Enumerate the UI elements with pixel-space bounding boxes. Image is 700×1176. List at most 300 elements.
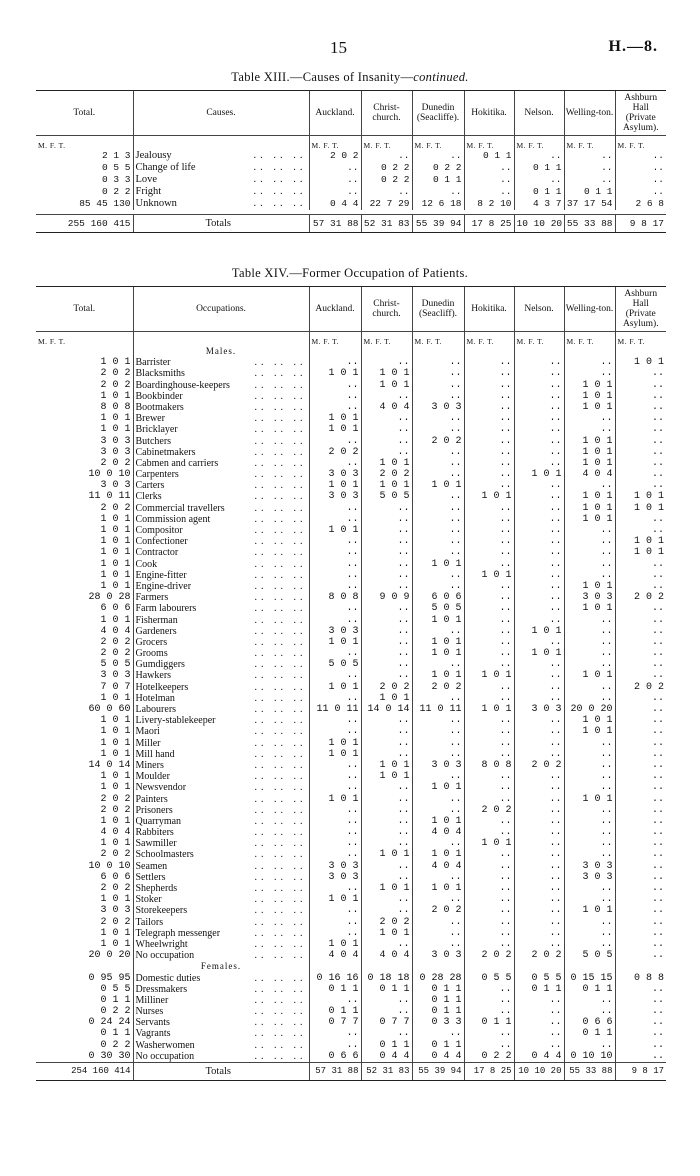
row-value: .. — [412, 626, 464, 637]
row-value: 3 0 3 — [564, 872, 615, 883]
row-value: .. — [464, 357, 514, 368]
table14-row — [36, 592, 666, 603]
row-total: 2 0 2 — [100, 636, 131, 648]
row-total: 1 0 1 — [100, 782, 131, 794]
row-value: .. — [412, 458, 464, 469]
row-value: 1 0 1 — [564, 514, 615, 525]
row-value: .. — [615, 894, 666, 905]
table14-row — [36, 670, 666, 681]
row-label-text: Fright — [135, 186, 162, 197]
row-value: 2 0 2 — [309, 150, 361, 162]
table14-females-section-blank — [361, 961, 412, 972]
row-value: .. — [464, 861, 514, 872]
row-label-text: Commercial travellers — [135, 502, 225, 514]
row-value: .. — [464, 872, 514, 883]
row-value: 3 0 3 — [564, 592, 615, 603]
table13-row — [36, 150, 666, 162]
row-value: .. — [309, 648, 361, 659]
leader-dots: .. .. .. — [254, 748, 307, 760]
table13-header-8: Ashburn Hall (Private Asylum). — [615, 91, 666, 136]
table14-row — [36, 1040, 666, 1051]
row-value: 3 0 3 — [564, 861, 615, 872]
row-label-text: Grooms — [135, 648, 168, 660]
row-label — [133, 894, 309, 905]
leader-dots: .. .. .. — [254, 558, 307, 570]
totals-value: 57 31 88 — [309, 215, 361, 233]
row-value: .. — [564, 838, 615, 849]
row-label-text: No occupation — [135, 950, 195, 962]
row-total: 1 0 1 — [100, 748, 131, 760]
row-total: 1 0 1 — [100, 838, 131, 850]
row-value: .. — [514, 357, 564, 368]
row-total: 1 0 1 — [100, 580, 131, 592]
row-value: 8 0 8 — [464, 760, 514, 771]
row-value: 1 0 1 — [564, 402, 615, 413]
row-value: 0 4 4 — [412, 1051, 464, 1063]
row-value: .. — [615, 615, 666, 626]
leader-dots: .. .. .. — [254, 536, 307, 548]
row-value: .. — [361, 424, 412, 435]
row-total: 0 2 2 — [101, 186, 131, 197]
leader-dots: .. .. .. — [254, 983, 307, 995]
table14-row — [36, 794, 666, 805]
row-value: 0 1 1 — [309, 1006, 361, 1017]
row-label-text: Washerwomen — [135, 1039, 195, 1051]
totals-label — [133, 215, 309, 233]
row-value: .. — [564, 150, 615, 162]
leader-dots: .. .. .. — [254, 771, 307, 783]
table14-row — [36, 682, 666, 693]
row-value: .. — [464, 402, 514, 413]
row-total: 10 0 10 — [88, 860, 131, 872]
row-value: 1 0 1 — [412, 637, 464, 648]
row-label — [133, 514, 309, 525]
table14-row — [36, 995, 666, 1006]
row-label — [133, 424, 309, 435]
totals-label-text: Totals — [205, 218, 232, 229]
table14-row — [36, 391, 666, 402]
row-label — [133, 816, 309, 827]
row-value: .. — [361, 637, 412, 648]
row-value: 3 0 3 — [309, 491, 361, 502]
table14-row — [36, 905, 666, 916]
row-value: .. — [464, 592, 514, 603]
leader-dots: .. .. .. — [253, 150, 307, 161]
row-value: 1 0 1 — [564, 670, 615, 681]
row-value: .. — [615, 648, 666, 659]
leader-dots: .. .. .. — [254, 737, 307, 749]
table13-row — [36, 174, 666, 186]
row-value: 4 0 4 — [412, 861, 464, 872]
row-value: .. — [514, 570, 564, 581]
table14-row — [36, 1051, 666, 1063]
row-value: .. — [564, 615, 615, 626]
row-total: 1 0 1 — [100, 894, 131, 906]
totals-value: 55 39 94 — [412, 1063, 464, 1081]
row-value: .. — [412, 894, 464, 905]
row-label — [133, 162, 309, 174]
table14-row — [36, 514, 666, 525]
row-total: 2 0 2 — [100, 804, 131, 816]
row-value: 1 0 1 — [361, 380, 412, 391]
row-label-text: Newsvendor — [135, 782, 187, 794]
row-value: .. — [412, 536, 464, 547]
row-value: 0 6 6 — [564, 1017, 615, 1028]
row-label-text: Gardeners — [135, 625, 177, 637]
row-value: 1 0 1 — [564, 503, 615, 514]
row-value: .. — [514, 1006, 564, 1017]
row-value: .. — [615, 693, 666, 704]
leader-dots: .. .. .. — [253, 186, 307, 197]
row-label — [133, 503, 309, 514]
table13-mft-cell: M. F. T. — [309, 136, 361, 151]
table14-males-section-blank — [361, 346, 412, 357]
row-value: 1 0 1 — [615, 536, 666, 547]
row-label — [133, 1028, 309, 1039]
row-value: 1 0 1 — [309, 525, 361, 536]
row-label — [133, 615, 309, 626]
row-value: 1 0 1 — [412, 615, 464, 626]
table14-header-7: Welling-ton. — [564, 287, 615, 332]
leader-dots: .. .. .. — [254, 793, 307, 805]
table14-females-section-blank — [615, 961, 666, 972]
row-value: .. — [361, 186, 412, 198]
row-label-text: Love — [135, 174, 158, 185]
row-value: .. — [514, 782, 564, 793]
row-label-text: Cabmen and carriers — [135, 457, 219, 469]
leader-dots: .. .. .. — [254, 659, 307, 671]
table14-row — [36, 413, 666, 424]
row-total: 85 45 130 — [79, 198, 131, 209]
row-value: .. — [564, 480, 615, 491]
totals-value: 10 10 20 — [514, 215, 564, 233]
row-value: 1 0 1 — [309, 794, 361, 805]
row-value: .. — [564, 928, 615, 939]
row-value: 6 0 6 — [412, 592, 464, 603]
row-label-text: Commission agent — [135, 513, 211, 525]
table14-row — [36, 950, 666, 961]
row-value: .. — [412, 150, 464, 162]
table14-mft-row — [36, 332, 666, 347]
row-value: 3 0 3 — [309, 469, 361, 480]
row-value: .. — [615, 469, 666, 480]
row-value: 0 1 1 — [309, 984, 361, 995]
row-value: 4 0 4 — [361, 950, 412, 961]
row-label-text: Farmers — [135, 592, 169, 604]
row-value: .. — [615, 760, 666, 771]
row-label-text: Schoolmasters — [135, 849, 194, 861]
row-label — [133, 648, 309, 659]
row-value: .. — [464, 637, 514, 648]
row-value: .. — [464, 849, 514, 860]
row-value: .. — [464, 503, 514, 514]
row-value: .. — [412, 726, 464, 737]
totals-total: 255 160 415 — [36, 215, 133, 233]
row-total: 2 0 2 — [100, 916, 131, 928]
row-value: 2 0 2 — [615, 682, 666, 693]
row-label — [133, 436, 309, 447]
row-value: .. — [309, 917, 361, 928]
row-label-text: Painters — [135, 793, 168, 805]
row-value: .. — [615, 670, 666, 681]
leader-dots: .. .. .. — [254, 401, 307, 413]
row-value: 0 4 4 — [361, 1051, 412, 1063]
row-label — [133, 559, 309, 570]
row-value: .. — [464, 424, 514, 435]
row-total: 1 0 1 — [100, 771, 131, 783]
table13-header-7: Welling-ton. — [564, 91, 615, 136]
row-label-text: Vagrants — [135, 1028, 171, 1040]
row-value: 1 0 1 — [564, 715, 615, 726]
row-value: 2 0 2 — [464, 805, 514, 816]
row-value: 1 0 1 — [514, 648, 564, 659]
row-value: .. — [361, 536, 412, 547]
leader-dots: .. .. .. — [254, 838, 307, 850]
leader-dots: .. .. .. — [254, 592, 307, 604]
row-value: .. — [361, 436, 412, 447]
table14-females-section-row — [36, 961, 666, 972]
row-label — [133, 682, 309, 693]
row-value: 0 1 1 — [412, 174, 464, 186]
table14-row — [36, 704, 666, 715]
row-value: .. — [514, 637, 564, 648]
row-value: .. — [514, 402, 564, 413]
row-value: .. — [309, 905, 361, 916]
table14-males-section-blank — [615, 346, 666, 357]
row-value: 0 15 15 — [564, 973, 615, 984]
row-total: 0 1 1 — [100, 1028, 131, 1040]
row-label — [133, 581, 309, 592]
row-value: .. — [412, 491, 464, 502]
row-value: .. — [464, 905, 514, 916]
row-value: 2 0 2 — [361, 469, 412, 480]
leader-dots: .. .. .. — [254, 715, 307, 727]
table14-row — [36, 1028, 666, 1039]
totals-value: 55 33 88 — [564, 215, 615, 233]
totals-value: 17 8 25 — [464, 215, 514, 233]
row-value: .. — [412, 391, 464, 402]
row-value: 0 28 28 — [412, 973, 464, 984]
row-value: .. — [514, 1028, 564, 1039]
row-total: 3 0 3 — [100, 446, 131, 458]
row-value: .. — [615, 1028, 666, 1039]
row-label — [133, 928, 309, 939]
row-total: 1 0 1 — [100, 614, 131, 626]
row-value: .. — [514, 525, 564, 536]
table14-row — [36, 760, 666, 771]
row-value: .. — [564, 659, 615, 670]
row-value: 1 0 1 — [564, 581, 615, 592]
row-value: 0 7 7 — [361, 1017, 412, 1028]
row-label-text: Gumdiggers — [135, 659, 185, 671]
row-value: .. — [361, 827, 412, 838]
row-value: 3 0 3 — [412, 950, 464, 961]
row-label — [133, 391, 309, 402]
row-total: 1 0 1 — [100, 938, 131, 950]
row-value: .. — [309, 162, 361, 174]
row-value: .. — [615, 872, 666, 883]
totals-value: 57 31 88 — [309, 1063, 361, 1081]
table14-males-section-blank — [412, 346, 464, 357]
leader-dots: .. .. .. — [254, 525, 307, 536]
table14-row — [36, 525, 666, 536]
row-value: .. — [309, 883, 361, 894]
row-value: .. — [615, 905, 666, 916]
totals-value: 9 8 17 — [615, 1063, 666, 1081]
row-value: .. — [514, 536, 564, 547]
row-label-text: Hotelman — [135, 692, 175, 704]
row-value: .. — [464, 368, 514, 379]
row-value: .. — [615, 1017, 666, 1028]
row-label-text: Bricklayer — [135, 424, 178, 436]
row-total: 1 0 1 — [100, 525, 131, 536]
leader-dots: .. .. .. — [254, 1050, 307, 1062]
leader-dots: .. .. .. — [254, 1039, 307, 1051]
row-value: .. — [361, 838, 412, 849]
row-value: .. — [615, 816, 666, 827]
leader-dots: .. .. .. — [254, 603, 307, 615]
row-label-text: Moulder — [135, 771, 170, 783]
row-value: .. — [309, 849, 361, 860]
row-value: 1 0 1 — [361, 771, 412, 782]
table13-mft-row — [36, 136, 666, 151]
row-value: .. — [564, 413, 615, 424]
table13-header-1: Causes. — [133, 91, 309, 136]
row-value: .. — [615, 738, 666, 749]
row-value: .. — [412, 469, 464, 480]
row-label — [133, 469, 309, 480]
row-value: .. — [514, 436, 564, 447]
row-value: .. — [309, 670, 361, 681]
row-value: .. — [309, 693, 361, 704]
row-total: 0 1 1 — [100, 994, 131, 1006]
table14-mft-cell: M. F. T. — [464, 332, 514, 347]
row-value: 0 4 4 — [514, 1051, 564, 1063]
row-value: 1 0 1 — [564, 794, 615, 805]
row-label-text: Brewer — [135, 413, 165, 425]
table14-mft-cell: M. F. T. — [615, 332, 666, 347]
row-value: .. — [615, 447, 666, 458]
row-value: .. — [464, 816, 514, 827]
row-label-text: Settlers — [135, 871, 166, 883]
row-value: 0 10 10 — [564, 1051, 615, 1063]
row-value: .. — [615, 186, 666, 198]
row-value: .. — [615, 603, 666, 614]
table14-row — [36, 368, 666, 379]
row-value: .. — [615, 380, 666, 391]
row-value: .. — [309, 357, 361, 368]
row-value: .. — [464, 659, 514, 670]
row-value: 1 0 1 — [412, 849, 464, 860]
row-value: .. — [514, 872, 564, 883]
row-label-text: Unknown — [135, 198, 177, 209]
table14-females-section-blank — [514, 961, 564, 972]
row-value: .. — [564, 917, 615, 928]
row-value: 0 5 5 — [464, 973, 514, 984]
table13-mft-cell: M. F. T. — [361, 136, 412, 151]
table14-mft-cell: M. F. T. — [361, 332, 412, 347]
row-value: .. — [412, 771, 464, 782]
row-value: .. — [361, 447, 412, 458]
row-value: 0 1 1 — [564, 186, 615, 198]
leader-dots: .. .. .. — [254, 625, 307, 637]
row-value: .. — [564, 805, 615, 816]
leader-dots: .. .. .. — [254, 491, 307, 503]
row-value: .. — [361, 150, 412, 162]
row-value: 1 0 1 — [361, 883, 412, 894]
table14 — [36, 286, 666, 1081]
table14-males-section-blank — [464, 346, 514, 357]
row-value: .. — [514, 615, 564, 626]
row-value: 2 0 2 — [514, 950, 564, 961]
row-value: .. — [464, 1040, 514, 1051]
leader-dots: .. .. .. — [254, 905, 307, 917]
row-value: 0 2 2 — [361, 162, 412, 174]
row-value: 1 0 1 — [564, 491, 615, 502]
row-value: .. — [514, 559, 564, 570]
row-value: .. — [464, 715, 514, 726]
row-label — [133, 198, 309, 210]
row-value: 1 0 1 — [309, 480, 361, 491]
row-value: .. — [514, 861, 564, 872]
table14-row — [36, 771, 666, 782]
leader-dots: .. .. .. — [254, 446, 307, 458]
row-label-text: Jealousy — [135, 150, 172, 161]
row-value: 1 0 1 — [464, 570, 514, 581]
table13-mft-cell: M. F. T. — [464, 136, 514, 151]
row-value: 1 0 1 — [309, 413, 361, 424]
row-value: .. — [615, 995, 666, 1006]
row-value: .. — [412, 357, 464, 368]
row-value: 5 0 5 — [309, 659, 361, 670]
row-value: 1 0 1 — [309, 749, 361, 760]
row-value: 1 0 1 — [361, 928, 412, 939]
row-value: .. — [564, 648, 615, 659]
table14-row — [36, 581, 666, 592]
row-value: .. — [361, 659, 412, 670]
row-value: 1 0 1 — [615, 503, 666, 514]
row-value: .. — [464, 525, 514, 536]
row-value: .. — [309, 805, 361, 816]
row-label — [133, 805, 309, 816]
row-value: .. — [615, 838, 666, 849]
row-value: .. — [564, 749, 615, 760]
table13-row — [36, 198, 666, 210]
row-value: .. — [309, 760, 361, 771]
row-label — [133, 458, 309, 469]
leader-dots: .. .. .. — [254, 424, 307, 436]
row-value: 1 0 1 — [309, 939, 361, 950]
table14-row — [36, 939, 666, 950]
row-value: 1 0 1 — [615, 547, 666, 558]
row-value: .. — [361, 749, 412, 760]
row-value: 0 8 8 — [615, 973, 666, 984]
row-label — [133, 525, 309, 536]
table14-row — [36, 603, 666, 614]
row-value: .. — [361, 391, 412, 402]
leader-dots: .. .. .. — [254, 547, 307, 559]
row-value: .. — [514, 659, 564, 670]
row-value: 0 1 1 — [412, 1040, 464, 1051]
row-label — [133, 872, 309, 883]
row-value: .. — [309, 559, 361, 570]
row-value: 1 0 1 — [361, 693, 412, 704]
row-value: .. — [564, 849, 615, 860]
row-value: .. — [464, 917, 514, 928]
row-value: 8 2 10 — [464, 198, 514, 210]
leader-dots: .. .. .. — [254, 704, 307, 715]
leader-dots: .. .. .. — [254, 368, 307, 380]
